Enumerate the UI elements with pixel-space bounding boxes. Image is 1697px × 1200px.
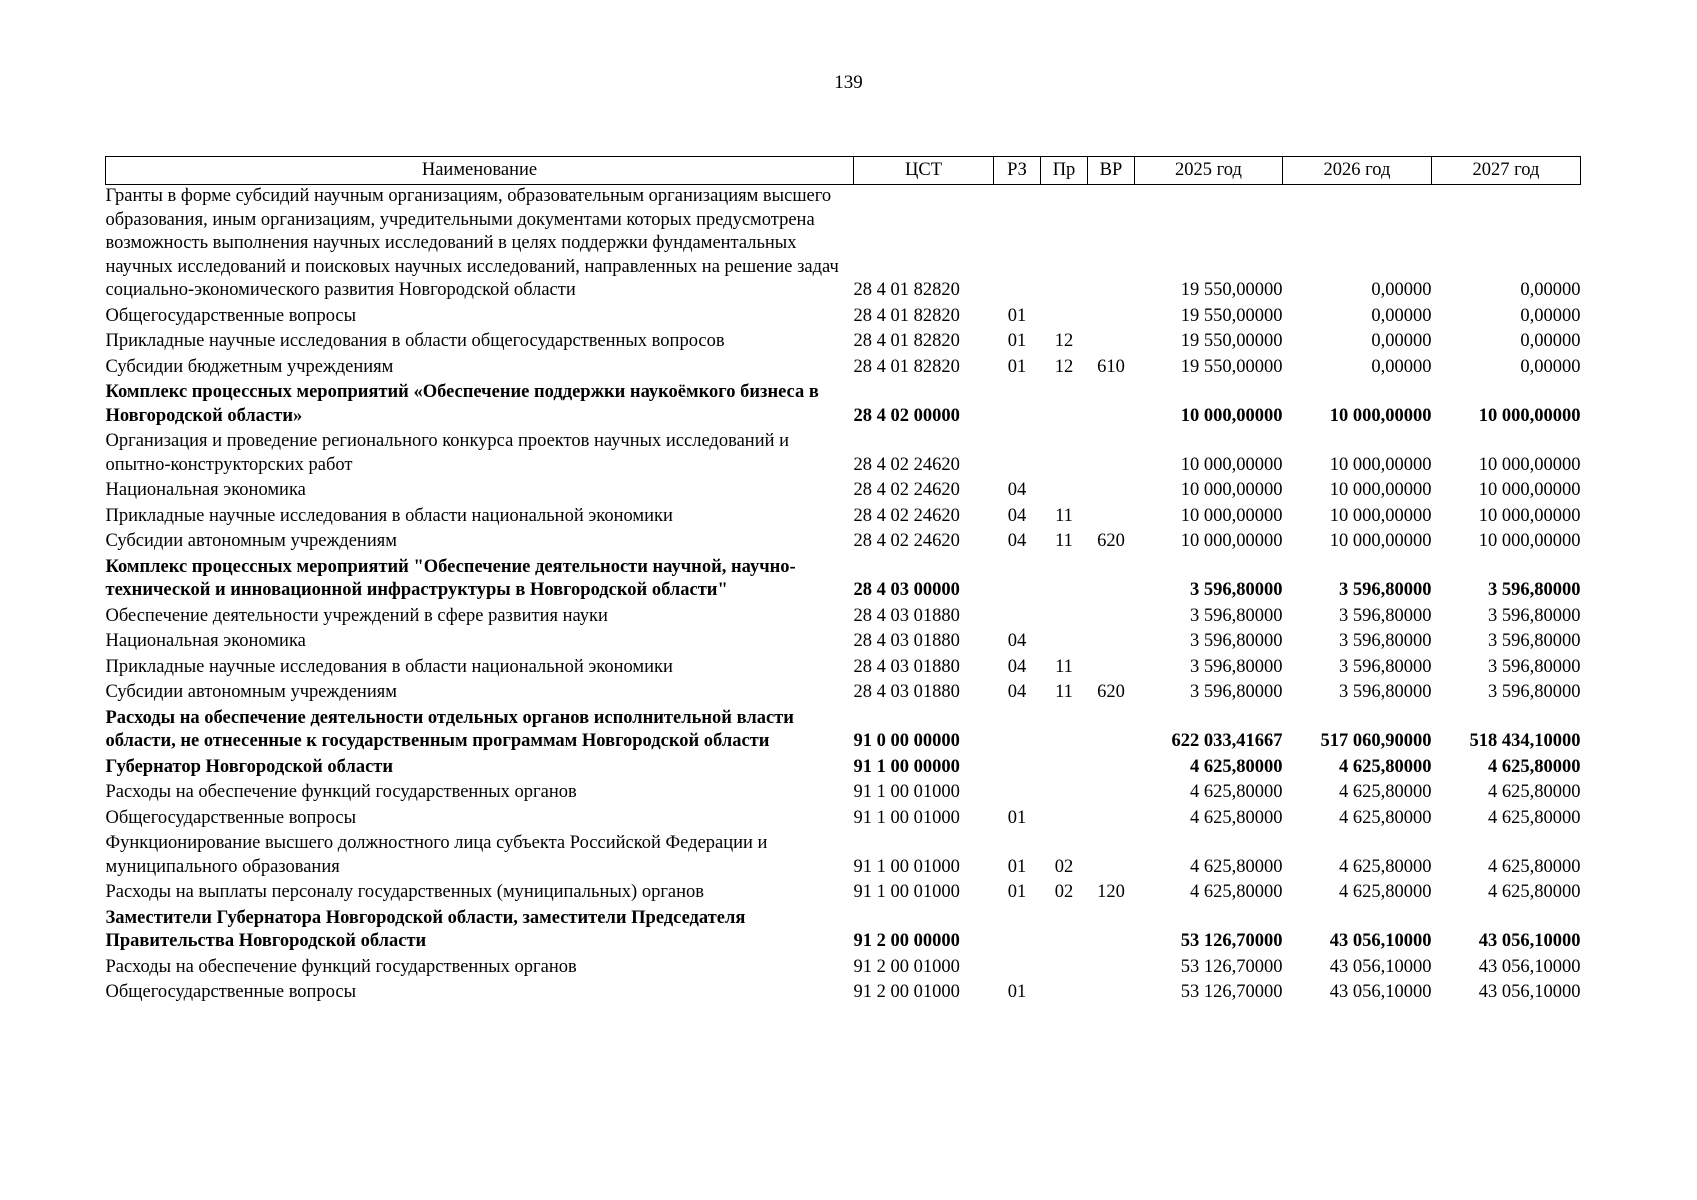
cell-pr bbox=[1041, 807, 1088, 833]
cell-rz bbox=[994, 430, 1041, 479]
cell-year-2026: 3 596,80000 bbox=[1339, 682, 1432, 702]
cell-year-2027: 3 596,80000 bbox=[1488, 580, 1581, 600]
cell-year-2027: 10 000,00000 bbox=[1478, 505, 1581, 526]
cell-year-2025: 10 000,00000 bbox=[1180, 531, 1283, 551]
cell-year-2027: 10 000,00000 bbox=[1478, 480, 1581, 500]
cell-year-2027: 4 625,80000 bbox=[1488, 756, 1581, 777]
cell-pr: 11 bbox=[1055, 682, 1073, 702]
cell-rz bbox=[994, 781, 1041, 807]
cell-rz bbox=[994, 605, 1041, 631]
cell-year-2026: 0,00000 bbox=[1371, 331, 1432, 351]
cell-cst: 28 4 02 24620 bbox=[853, 454, 960, 475]
cell-cst: 28 4 03 01880 bbox=[853, 605, 960, 626]
cell-year-2025: 4 625,80000 bbox=[1190, 756, 1283, 777]
cell-vr bbox=[1088, 656, 1135, 682]
cell-year-2025: 10 000,00000 bbox=[1180, 505, 1283, 526]
header-row bbox=[106, 157, 1581, 185]
cell-year-2027: 0,00000 bbox=[1520, 331, 1581, 351]
cell-year-2027: 43 056,10000 bbox=[1478, 982, 1581, 1002]
cell-rz bbox=[994, 381, 1041, 430]
cell-vr bbox=[1088, 479, 1135, 505]
cell-vr bbox=[1088, 956, 1135, 982]
cell-name: Гранты в форме субсидий научным организациям, образовательным организациям высшего образования, иным организациям, учредительными документами которых предусмотрена возможность выполнения научных исследований в целях поддержки фундаментальных научных исследований и поисковых научных исследований, направленных на решение задач социально-экономического развития Новгородской области bbox=[105, 186, 839, 300]
cell-cst: 91 1 00 01000 bbox=[853, 856, 960, 877]
cell-year-2025: 3 596,80000 bbox=[1190, 580, 1283, 600]
cell-year-2025: 10 000,00000 bbox=[1180, 480, 1283, 500]
cell-rz: 01 bbox=[1007, 982, 1027, 1002]
cell-cst: 91 1 00 01000 bbox=[853, 882, 960, 902]
cell-cst: 28 4 01 82820 bbox=[853, 280, 960, 300]
cell-pr bbox=[1041, 630, 1088, 656]
cell-year-2025: 3 596,80000 bbox=[1190, 656, 1283, 677]
table-row bbox=[106, 881, 1581, 907]
cell-vr bbox=[1088, 981, 1135, 1007]
cell-vr bbox=[1088, 605, 1135, 631]
cell-rz: 01 bbox=[1007, 856, 1027, 877]
cell-year-2027: 10 000,00000 bbox=[1478, 454, 1581, 475]
cell-year-2027: 518 434,10000 bbox=[1469, 731, 1581, 751]
cell-cst: 28 4 02 24620 bbox=[853, 531, 960, 551]
header-2026: 2026 год bbox=[1283, 157, 1432, 185]
table-row bbox=[106, 956, 1581, 982]
cell-year-2026: 43 056,10000 bbox=[1329, 956, 1432, 977]
cell-vr bbox=[1088, 305, 1135, 331]
cell-vr: 620 bbox=[1097, 682, 1125, 702]
cell-rz: 01 bbox=[1007, 305, 1027, 326]
cell-pr: 12 bbox=[1054, 356, 1074, 377]
cell-rz bbox=[994, 185, 1041, 305]
cell-year-2025: 19 550,00000 bbox=[1180, 305, 1283, 326]
cell-pr bbox=[1041, 430, 1088, 479]
table-row bbox=[106, 381, 1581, 430]
cell-vr: 610 bbox=[1097, 356, 1125, 377]
cell-year-2027: 10 000,00000 bbox=[1478, 531, 1581, 551]
cell-rz bbox=[994, 907, 1041, 956]
cell-pr: 11 bbox=[1055, 531, 1073, 551]
cell-year-2026: 3 596,80000 bbox=[1339, 656, 1432, 677]
header-name: Наименование bbox=[106, 157, 854, 185]
table-row bbox=[106, 681, 1581, 707]
cell-year-2026: 10 000,00000 bbox=[1329, 480, 1432, 500]
cell-pr bbox=[1041, 605, 1088, 631]
cell-pr bbox=[1041, 305, 1088, 331]
cell-name: Субсидии бюджетным учреждениям bbox=[105, 356, 394, 377]
page-number: 139 bbox=[834, 72, 863, 93]
cell-pr bbox=[1041, 556, 1088, 605]
cell-cst: 28 4 02 24620 bbox=[853, 505, 960, 526]
cell-year-2027: 4 625,80000 bbox=[1488, 856, 1581, 877]
cell-year-2027: 3 596,80000 bbox=[1488, 656, 1581, 677]
cell-year-2026: 3 596,80000 bbox=[1339, 605, 1432, 626]
header-2027: 2027 год bbox=[1432, 157, 1581, 185]
table-row bbox=[106, 356, 1581, 382]
cell-vr bbox=[1088, 832, 1135, 881]
cell-vr: 620 bbox=[1097, 531, 1125, 551]
cell-year-2027: 43 056,10000 bbox=[1478, 956, 1581, 977]
cell-rz: 01 bbox=[1007, 807, 1027, 828]
cell-year-2025: 10 000,00000 bbox=[1180, 405, 1283, 426]
cell-cst: 91 2 00 00000 bbox=[853, 931, 960, 951]
cell-rz: 04 bbox=[1007, 631, 1027, 651]
cell-year-2025: 19 550,00000 bbox=[1180, 280, 1283, 300]
cell-name: Расходы на обеспечение деятельности отдельных органов исполнительной власти области, не отнесенные к государственным программам Новгородской области bbox=[105, 707, 794, 751]
header-2025: 2025 год bbox=[1135, 157, 1283, 185]
cell-year-2025: 19 550,00000 bbox=[1180, 356, 1283, 377]
table-row bbox=[106, 305, 1581, 331]
table-row bbox=[106, 630, 1581, 656]
cell-pr: 02 bbox=[1054, 882, 1074, 902]
cell-vr bbox=[1088, 330, 1135, 356]
cell-year-2026: 0,00000 bbox=[1371, 305, 1432, 326]
cell-cst: 28 4 02 00000 bbox=[853, 405, 960, 426]
cell-name: Общегосударственные вопросы bbox=[105, 305, 357, 326]
table-row bbox=[106, 430, 1581, 479]
cell-rz: 01 bbox=[1007, 356, 1027, 377]
cell-cst: 91 2 00 01000 bbox=[853, 956, 960, 977]
cell-vr bbox=[1088, 630, 1135, 656]
cell-name: Прикладные научные исследования в области национальной экономики bbox=[105, 505, 673, 526]
cell-rz: 01 bbox=[1007, 882, 1027, 902]
table-row bbox=[106, 505, 1581, 531]
table-row bbox=[106, 479, 1581, 505]
cell-year-2026: 4 625,80000 bbox=[1339, 856, 1432, 877]
table-row bbox=[106, 756, 1581, 782]
cell-pr bbox=[1041, 707, 1088, 756]
cell-year-2025: 53 126,70000 bbox=[1180, 956, 1283, 977]
cell-pr bbox=[1041, 907, 1088, 956]
cell-name: Функционирование высшего должностного лица субъекта Российской Федерации и муниципального образования bbox=[105, 833, 768, 877]
table-row bbox=[106, 605, 1581, 631]
cell-vr bbox=[1088, 707, 1135, 756]
cell-vr: 120 bbox=[1097, 882, 1125, 902]
cell-name: Комплекс процессных мероприятий "Обеспечение деятельности научной, научно-технической и инновационной инфраструктуры в Новгородской области" bbox=[105, 556, 796, 600]
cell-name: Заместители Губернатора Новгородской области, заместители Председателя Правительства Новгородской области bbox=[105, 907, 746, 951]
cell-vr bbox=[1088, 430, 1135, 479]
cell-cst: 28 4 03 00000 bbox=[853, 580, 960, 600]
cell-year-2027: 3 596,80000 bbox=[1488, 682, 1581, 702]
cell-vr bbox=[1088, 907, 1135, 956]
cell-rz bbox=[994, 707, 1041, 756]
cell-year-2025: 622 033,41667 bbox=[1171, 731, 1283, 751]
header-vr: ВР bbox=[1088, 157, 1135, 185]
cell-pr bbox=[1041, 956, 1088, 982]
cell-year-2026: 10 000,00000 bbox=[1329, 505, 1432, 526]
cell-year-2025: 4 625,80000 bbox=[1190, 782, 1283, 802]
cell-name: Прикладные научные исследования в области общегосударственных вопросов bbox=[105, 331, 725, 351]
cell-name: Губернатор Новгородской области bbox=[105, 756, 394, 777]
cell-name: Субсидии автономным учреждениям bbox=[105, 531, 397, 551]
cell-year-2027: 0,00000 bbox=[1520, 280, 1581, 300]
cell-year-2025: 3 596,80000 bbox=[1190, 682, 1283, 702]
cell-year-2025: 3 596,80000 bbox=[1190, 605, 1283, 626]
table-row bbox=[106, 530, 1581, 556]
cell-year-2026: 10 000,00000 bbox=[1329, 454, 1432, 475]
cell-year-2027: 43 056,10000 bbox=[1478, 931, 1581, 951]
cell-pr bbox=[1041, 185, 1088, 305]
cell-year-2027: 4 625,80000 bbox=[1488, 882, 1581, 902]
cell-year-2026: 4 625,80000 bbox=[1339, 807, 1432, 828]
cell-year-2026: 3 596,80000 bbox=[1339, 580, 1432, 600]
cell-rz: 04 bbox=[1007, 682, 1027, 702]
table-row bbox=[106, 707, 1581, 756]
cell-year-2026: 43 056,10000 bbox=[1329, 931, 1432, 951]
table-row bbox=[106, 807, 1581, 833]
cell-pr bbox=[1041, 981, 1088, 1007]
cell-year-2027: 0,00000 bbox=[1520, 356, 1581, 377]
cell-year-2026: 0,00000 bbox=[1371, 356, 1432, 377]
cell-rz: 04 bbox=[1007, 656, 1027, 677]
cell-rz: 04 bbox=[1007, 480, 1027, 500]
table-row bbox=[106, 781, 1581, 807]
cell-year-2025: 19 550,00000 bbox=[1180, 331, 1283, 351]
cell-year-2026: 0,00000 bbox=[1371, 280, 1432, 300]
cell-year-2027: 4 625,80000 bbox=[1488, 782, 1581, 802]
cell-pr bbox=[1041, 756, 1088, 782]
cell-name: Организация и проведение регионального конкурса проектов научных исследований и опытно-конструкторских работ bbox=[105, 431, 790, 475]
cell-name: Расходы на обеспечение функций государственных органов bbox=[105, 782, 577, 802]
cell-cst: 91 1 00 01000 bbox=[853, 782, 960, 802]
cell-year-2027: 4 625,80000 bbox=[1488, 807, 1581, 828]
table-row bbox=[106, 330, 1581, 356]
cell-cst: 91 0 00 00000 bbox=[853, 731, 960, 751]
cell-cst: 28 4 02 24620 bbox=[853, 480, 960, 500]
cell-name: Расходы на выплаты персоналу государственных (муниципальных) органов bbox=[105, 882, 705, 902]
cell-vr bbox=[1088, 781, 1135, 807]
budget-table bbox=[105, 156, 1581, 1007]
cell-year-2026: 10 000,00000 bbox=[1329, 405, 1432, 426]
cell-rz bbox=[994, 556, 1041, 605]
cell-pr bbox=[1041, 781, 1088, 807]
cell-pr: 12 bbox=[1054, 331, 1074, 351]
cell-cst: 28 4 03 01880 bbox=[853, 682, 960, 702]
cell-year-2027: 0,00000 bbox=[1520, 305, 1581, 326]
cell-year-2026: 4 625,80000 bbox=[1339, 782, 1432, 802]
cell-name: Субсидии автономным учреждениям bbox=[105, 682, 397, 702]
cell-year-2027: 3 596,80000 bbox=[1488, 605, 1581, 626]
header-pr: Пр bbox=[1041, 157, 1088, 185]
table-row bbox=[106, 907, 1581, 956]
cell-cst: 28 4 01 82820 bbox=[853, 305, 960, 326]
cell-year-2027: 10 000,00000 bbox=[1478, 405, 1581, 426]
cell-pr bbox=[1041, 381, 1088, 430]
table-row bbox=[106, 556, 1581, 605]
cell-year-2026: 10 000,00000 bbox=[1329, 531, 1432, 551]
header-rz: РЗ bbox=[994, 157, 1041, 185]
cell-pr: 11 bbox=[1055, 505, 1073, 526]
cell-pr bbox=[1041, 479, 1088, 505]
cell-year-2025: 4 625,80000 bbox=[1190, 882, 1283, 902]
cell-name: Обеспечение деятельности учреждений в сфере развития науки bbox=[105, 605, 608, 626]
cell-vr bbox=[1088, 807, 1135, 833]
cell-name: Национальная экономика bbox=[105, 631, 306, 651]
table-row bbox=[106, 185, 1581, 305]
cell-name: Расходы на обеспечение функций государственных органов bbox=[105, 956, 577, 977]
cell-cst: 91 1 00 00000 bbox=[853, 756, 960, 777]
cell-year-2025: 10 000,00000 bbox=[1180, 454, 1283, 475]
cell-cst: 91 1 00 01000 bbox=[853, 807, 960, 828]
cell-year-2025: 3 596,80000 bbox=[1190, 631, 1283, 651]
cell-name: Прикладные научные исследования в области национальной экономики bbox=[105, 656, 673, 677]
cell-name: Комплекс процессных мероприятий «Обеспечение поддержки наукоёмкого бизнеса в Новгородской области» bbox=[105, 382, 819, 426]
cell-pr: 02 bbox=[1054, 856, 1074, 877]
cell-cst: 28 4 01 82820 bbox=[853, 331, 960, 351]
cell-vr bbox=[1088, 556, 1135, 605]
cell-vr bbox=[1088, 756, 1135, 782]
cell-cst: 28 4 01 82820 bbox=[853, 356, 960, 377]
cell-vr bbox=[1088, 381, 1135, 430]
cell-year-2025: 4 625,80000 bbox=[1190, 807, 1283, 828]
cell-rz: 01 bbox=[1007, 331, 1027, 351]
cell-year-2026: 517 060,90000 bbox=[1320, 731, 1432, 751]
table-row bbox=[106, 981, 1581, 1007]
table-row bbox=[106, 656, 1581, 682]
cell-name: Общегосударственные вопросы bbox=[105, 807, 357, 828]
cell-year-2025: 53 126,70000 bbox=[1180, 982, 1283, 1002]
cell-year-2026: 4 625,80000 bbox=[1339, 882, 1432, 902]
cell-cst: 91 2 00 01000 bbox=[853, 982, 960, 1002]
cell-rz: 04 bbox=[1007, 505, 1027, 526]
cell-rz bbox=[994, 956, 1041, 982]
cell-year-2025: 4 625,80000 bbox=[1190, 856, 1283, 877]
header-cst: ЦСТ bbox=[854, 157, 994, 185]
cell-cst: 28 4 03 01880 bbox=[853, 631, 960, 651]
cell-vr bbox=[1088, 505, 1135, 531]
cell-rz: 04 bbox=[1007, 531, 1027, 551]
cell-pr: 11 bbox=[1055, 656, 1073, 677]
cell-year-2026: 4 625,80000 bbox=[1339, 756, 1432, 777]
table-row bbox=[106, 832, 1581, 881]
cell-year-2027: 3 596,80000 bbox=[1488, 631, 1581, 651]
cell-year-2026: 43 056,10000 bbox=[1329, 982, 1432, 1002]
cell-name: Общегосударственные вопросы bbox=[105, 982, 357, 1002]
cell-rz bbox=[994, 756, 1041, 782]
cell-vr bbox=[1088, 185, 1135, 305]
cell-year-2025: 53 126,70000 bbox=[1180, 931, 1283, 951]
cell-name: Национальная экономика bbox=[105, 480, 306, 500]
cell-year-2026: 3 596,80000 bbox=[1339, 631, 1432, 651]
cell-cst: 28 4 03 01880 bbox=[853, 656, 960, 677]
